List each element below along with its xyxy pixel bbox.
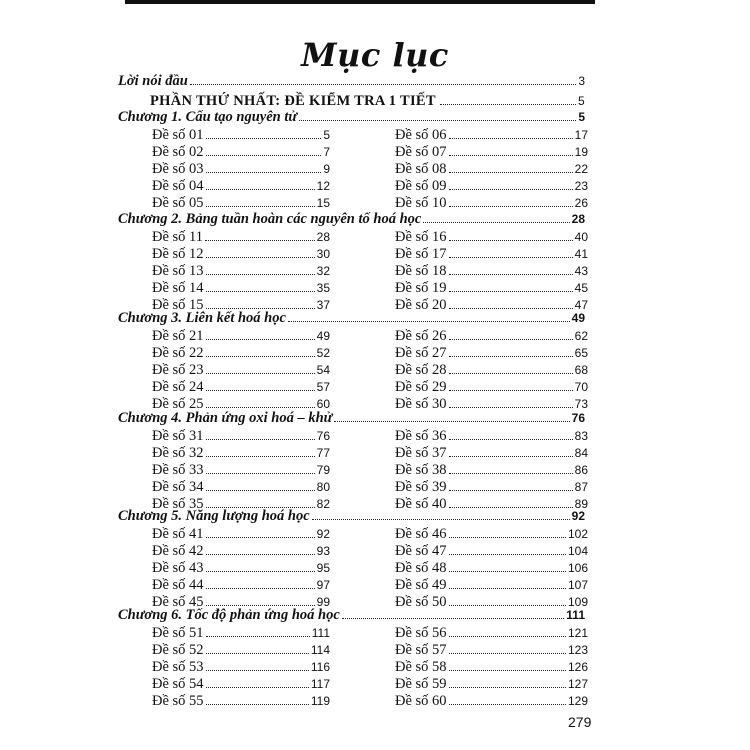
toc-entry-label: Đề số 33 [152,462,204,478]
toc-entry-page: 129 [567,694,588,708]
toc-entry-page: 22 [574,162,588,176]
toc-entry-label: Đề số 01 [152,127,204,143]
dot-leader [288,321,570,322]
toc-entry-page: 106 [567,561,588,575]
dot-leader [206,189,315,190]
toc-entry-page: 35 [316,281,330,295]
toc-chapter-heading [118,109,585,126]
toc-entry [395,178,588,195]
toc-entry [152,195,330,212]
toc-entry-label: Đề số 08 [395,161,447,177]
toc-entry-label: Đề số 10 [395,195,447,211]
toc-entry-label: Đề số 50 [395,594,447,610]
toc-entry-label: Đề số 20 [395,297,447,313]
dot-leader [449,407,573,408]
dot-leader [449,456,573,457]
toc-entry-page: 49 [316,329,330,343]
dot-leader [449,473,573,474]
dot-leader [190,84,576,85]
toc-entry-label: Đề số 15 [152,297,204,313]
toc-entry-label: Đề số 37 [395,445,447,461]
dot-leader [449,291,573,292]
toc-entry [152,445,330,462]
toc-entry-page: 79 [316,463,330,477]
toc-entry-label: Đề số 40 [395,496,447,512]
toc-entry [395,462,588,479]
dot-leader [449,390,573,391]
dot-leader [449,653,566,654]
toc-entry-page: 68 [574,363,588,377]
toc-entry-page: 127 [567,677,588,691]
toc-entry-page: 104 [567,544,588,558]
toc-entry [395,659,588,676]
toc-entry-label: Đề số 48 [395,560,447,576]
toc-entry-label: Đề số 35 [152,496,204,512]
toc-entry-label: Đề số 45 [152,594,204,610]
toc-entry [152,693,330,710]
toc-entry [152,263,330,280]
toc-entry-label: Đề số 29 [395,379,447,395]
toc-entry-label: Đề số 60 [395,693,447,709]
dot-leader [449,636,566,637]
toc-entry-page: 40 [574,230,588,244]
toc-entry-page: 19 [574,145,588,159]
toc-part-page: 5 [578,94,585,108]
toc-entry-page: 70 [574,380,588,394]
toc-entry [152,676,330,693]
toc-entry [152,229,330,246]
toc-intro [118,73,585,90]
toc-entry-label: Đề số 34 [152,479,204,495]
dot-leader [449,189,573,190]
toc-entry-page: 30 [316,247,330,261]
toc-entry-page: 119 [310,694,330,708]
dot-leader [206,704,309,705]
toc-entry [395,345,588,362]
dot-leader [206,407,315,408]
toc-entry-label: Đề số 18 [395,263,447,279]
toc-entry-page: 54 [316,363,330,377]
toc-entry [152,642,330,659]
toc-entry-page: 86 [574,463,588,477]
toc-entry-page: 52 [316,346,330,360]
toc-entry-label: Đề số 49 [395,577,447,593]
dot-leader [449,240,573,241]
dot-leader [449,257,573,258]
dot-leader [440,104,576,105]
toc-entry-page: 47 [574,298,588,312]
toc-entry-page: 28 [316,230,330,244]
toc-entry-label: Đề số 30 [395,396,447,412]
toc-entry-label: Đề số 22 [152,345,204,361]
toc-entry-page: 107 [567,578,588,592]
toc-entry-label: Đề số 23 [152,362,204,378]
dot-leader [449,339,573,340]
dot-leader [449,490,573,491]
toc-entry [152,161,330,178]
dot-leader [206,588,315,589]
dot-leader [449,155,573,156]
toc-part-label: PHẦN THỨ NHẤT: ĐỀ KIỂM TRA 1 TIẾT [150,93,436,109]
toc-entry [395,560,588,577]
toc-entry-page: 17 [574,128,588,142]
toc-entry-label: Đề số 47 [395,543,447,559]
toc-entry [395,543,588,560]
toc-chapter-heading [118,310,585,327]
dot-leader [449,308,573,309]
dot-leader [206,439,315,440]
toc-entry-page: 123 [567,643,588,657]
dot-leader [206,687,309,688]
toc-chapter-page: 92 [571,509,585,523]
dot-leader [449,439,573,440]
toc-entry-label: Đề số 57 [395,642,447,658]
dot-leader [206,456,315,457]
dot-leader [206,356,315,357]
toc-entry [395,577,588,594]
toc-entry [395,263,588,280]
toc-entry-page: 117 [310,677,330,691]
toc-entry-label: Đề số 55 [152,693,204,709]
dot-leader [334,421,569,422]
toc-entry-label: Đề số 12 [152,246,204,262]
toc-entry-label: Đề số 02 [152,144,204,160]
toc-entry [395,379,588,396]
toc-entry [152,144,330,161]
toc-entry-label: Đề số 53 [152,659,204,675]
toc-entry [152,560,330,577]
dot-leader [206,473,315,474]
toc-entry [152,127,330,144]
toc-entry-label: Đề số 07 [395,144,447,160]
dot-leader [206,138,322,139]
toc-entry [395,445,588,462]
dot-leader [206,257,315,258]
toc-entry [395,676,588,693]
dot-leader [205,240,315,241]
toc-entry-label: Đề số 58 [395,659,447,675]
toc-entry [395,362,588,379]
toc-entry [395,428,588,445]
toc-chapter-heading [118,410,585,427]
toc-entry-label: Đề số 56 [395,625,447,641]
toc-entry-label: Đề số 11 [152,229,204,245]
dot-leader [449,537,566,538]
toc-entry [395,280,588,297]
toc-entry-page: 87 [574,480,588,494]
toc-entry [152,462,330,479]
dot-leader [449,588,566,589]
toc-entry-page: 37 [316,298,330,312]
toc-chapter-page: 111 [566,608,585,622]
dot-leader [449,356,573,357]
toc-entry-page: 26 [574,196,588,210]
toc-entry-label: Đề số 42 [152,543,204,559]
toc-entry-label: Đề số 03 [152,161,204,177]
toc-entry-label: Đề số 54 [152,676,204,692]
dot-leader [206,274,315,275]
toc-entry-label: Đề số 46 [395,526,447,542]
toc-entry-page: 82 [316,497,330,511]
dot-leader [449,138,573,139]
toc-entry [395,144,588,161]
toc-entry-label: Đề số 52 [152,642,204,658]
toc-entry-label: Đề số 41 [152,526,204,542]
toc-entry-label: Đề số 09 [395,178,447,194]
toc-chapter-page: 76 [571,411,585,425]
toc-entry-page: 41 [574,247,588,261]
toc-entry-label: Đề số 38 [395,462,447,478]
toc-entry-label: Đề số 31 [152,428,204,444]
toc-entry-page: 43 [574,264,588,278]
toc-entry-page: 23 [574,179,588,193]
toc-entry [152,526,330,543]
toc-entry-page: 5 [323,128,330,142]
toc-entry-page: 114 [310,643,330,657]
dot-leader [423,222,569,223]
dot-leader [206,308,315,309]
dot-leader [206,172,322,173]
toc-chapter-page: 28 [571,212,585,226]
dot-leader [312,519,570,520]
toc-chapter-label: Chương 6. Tốc độ phản ứng hoá học [118,607,340,623]
dot-leader [449,704,566,705]
dot-leader [206,605,315,606]
toc-entry-page: 92 [316,527,330,541]
dot-leader [449,274,573,275]
dot-leader [342,618,565,619]
toc-entry [152,543,330,560]
toc-chapter-label: Chương 3. Liên kết hoá học [118,310,286,326]
toc-entry [395,693,588,710]
toc-entry [395,127,588,144]
dot-leader [206,670,309,671]
toc-entry [152,246,330,263]
toc-entry-page: 15 [316,196,330,210]
toc-entry [152,625,330,642]
toc-entry-label: Đề số 24 [152,379,204,395]
toc-chapter-page: 49 [571,311,585,325]
dot-leader [449,373,573,374]
dot-leader [206,206,315,207]
toc-entry-label: Đề số 44 [152,577,204,593]
toc-entry [152,379,330,396]
toc-entry-page: 65 [574,346,588,360]
toc-entry [395,195,588,212]
toc-entry [152,362,330,379]
dot-leader [206,636,310,637]
toc-chapter-heading [118,211,585,228]
toc-entry-page: 76 [316,429,330,443]
dot-leader [206,155,322,156]
toc-entry [152,659,330,676]
toc-entry [152,345,330,362]
toc-entry-label: Đề số 39 [395,479,447,495]
toc-entry-label: Đề số 28 [395,362,447,378]
toc-entry-label: Đề số 26 [395,328,447,344]
toc-entry-label: Đề số 16 [395,229,447,245]
dot-leader [206,554,315,555]
toc-entry [152,479,330,496]
toc-entry-label: Đề số 36 [395,428,447,444]
toc-entry-label: Đề số 21 [152,328,204,344]
toc-entry-label: Đề số 14 [152,280,204,296]
dot-leader [206,339,315,340]
toc-entry [152,328,330,345]
toc-chapter-label: Chương 2. Bảng tuần hoàn các nguyên tố hoá học [118,211,422,227]
dot-leader [449,206,573,207]
dot-leader [206,653,309,654]
toc-entry-page: 95 [316,561,330,575]
toc-entry-page: 93 [316,544,330,558]
toc-entry-page: 73 [574,397,588,411]
toc-entry-page: 84 [574,446,588,460]
toc-entry-label: Đề số 43 [152,560,204,576]
toc-intro-label: Lời nói đầu [118,73,188,89]
toc-entry-label: Đề số 06 [395,127,447,143]
toc-entry-label: Đề số 32 [152,445,204,461]
toc-chapter-page: 5 [578,110,585,124]
toc-entry-page: 80 [316,480,330,494]
toc-entry-page: 121 [567,626,588,640]
toc-entry-page: 109 [567,595,588,609]
dot-leader [449,687,566,688]
dot-leader [206,537,315,538]
toc-entry-page: 97 [316,578,330,592]
dot-leader [206,490,315,491]
toc-chapter-label: Chương 1. Cấu tạo nguyên tử [118,109,298,125]
toc-entry-page: 9 [323,162,330,176]
toc-entry [395,161,588,178]
toc-entry [152,280,330,297]
toc-entry [395,246,588,263]
toc-chapter-heading [118,607,585,624]
toc-entry-page: 32 [316,264,330,278]
toc-entry-page: 60 [316,397,330,411]
toc-entry-page: 111 [311,626,330,640]
toc-entry-page: 83 [574,429,588,443]
dot-leader [206,390,315,391]
toc-entry-page: 102 [567,527,588,541]
toc-entry [395,229,588,246]
toc-entry-label: Đề số 19 [395,280,447,296]
dot-leader [449,670,566,671]
toc-entry-page: 116 [310,660,330,674]
toc-entry [152,178,330,195]
dot-leader [449,172,573,173]
dot-leader [206,373,315,374]
toc-chapter-label: Chương 5. Năng lượng hoá học [118,508,310,524]
toc-entry [395,642,588,659]
toc-intro-page: 3 [578,74,585,88]
toc-entry-page: 12 [316,179,330,193]
page-number: 279 [568,714,592,730]
toc-entry-label: Đề số 13 [152,263,204,279]
toc-entry-label: Đề số 05 [152,195,204,211]
dot-leader [299,120,576,121]
page-title: Mục lục [301,36,449,74]
toc-entry-page: 99 [316,595,330,609]
toc-entry [395,526,588,543]
toc-entry-label: Đề số 04 [152,178,204,194]
toc-entry [395,625,588,642]
toc-entry [395,328,588,345]
toc-chapter-heading [118,508,585,525]
toc-entry [395,479,588,496]
dot-leader [206,571,315,572]
toc-entry-page: 7 [323,145,330,159]
toc-entry-page: 62 [574,329,588,343]
toc-entry-label: Đề số 17 [395,246,447,262]
dot-leader [449,571,566,572]
toc-entry-label: Đề số 25 [152,396,204,412]
toc-part-heading [150,93,585,110]
dot-leader [449,554,566,555]
toc-entry-page: 77 [316,446,330,460]
toc-entry-label: Đề số 27 [395,345,447,361]
dot-leader [206,291,315,292]
dot-leader [449,605,566,606]
toc-entry-page: 126 [567,660,588,674]
toc-entry-page: 57 [316,380,330,394]
toc-chapter-label: Chương 4. Phản ứng oxi hoá – khử [118,410,333,426]
toc-entry-label: Đề số 59 [395,676,447,692]
toc-entry-label: Đề số 51 [152,625,204,641]
toc-entry-page: 45 [574,281,588,295]
toc-entry [152,428,330,445]
toc-entry [152,577,330,594]
toc-entry-page: 89 [574,497,588,511]
